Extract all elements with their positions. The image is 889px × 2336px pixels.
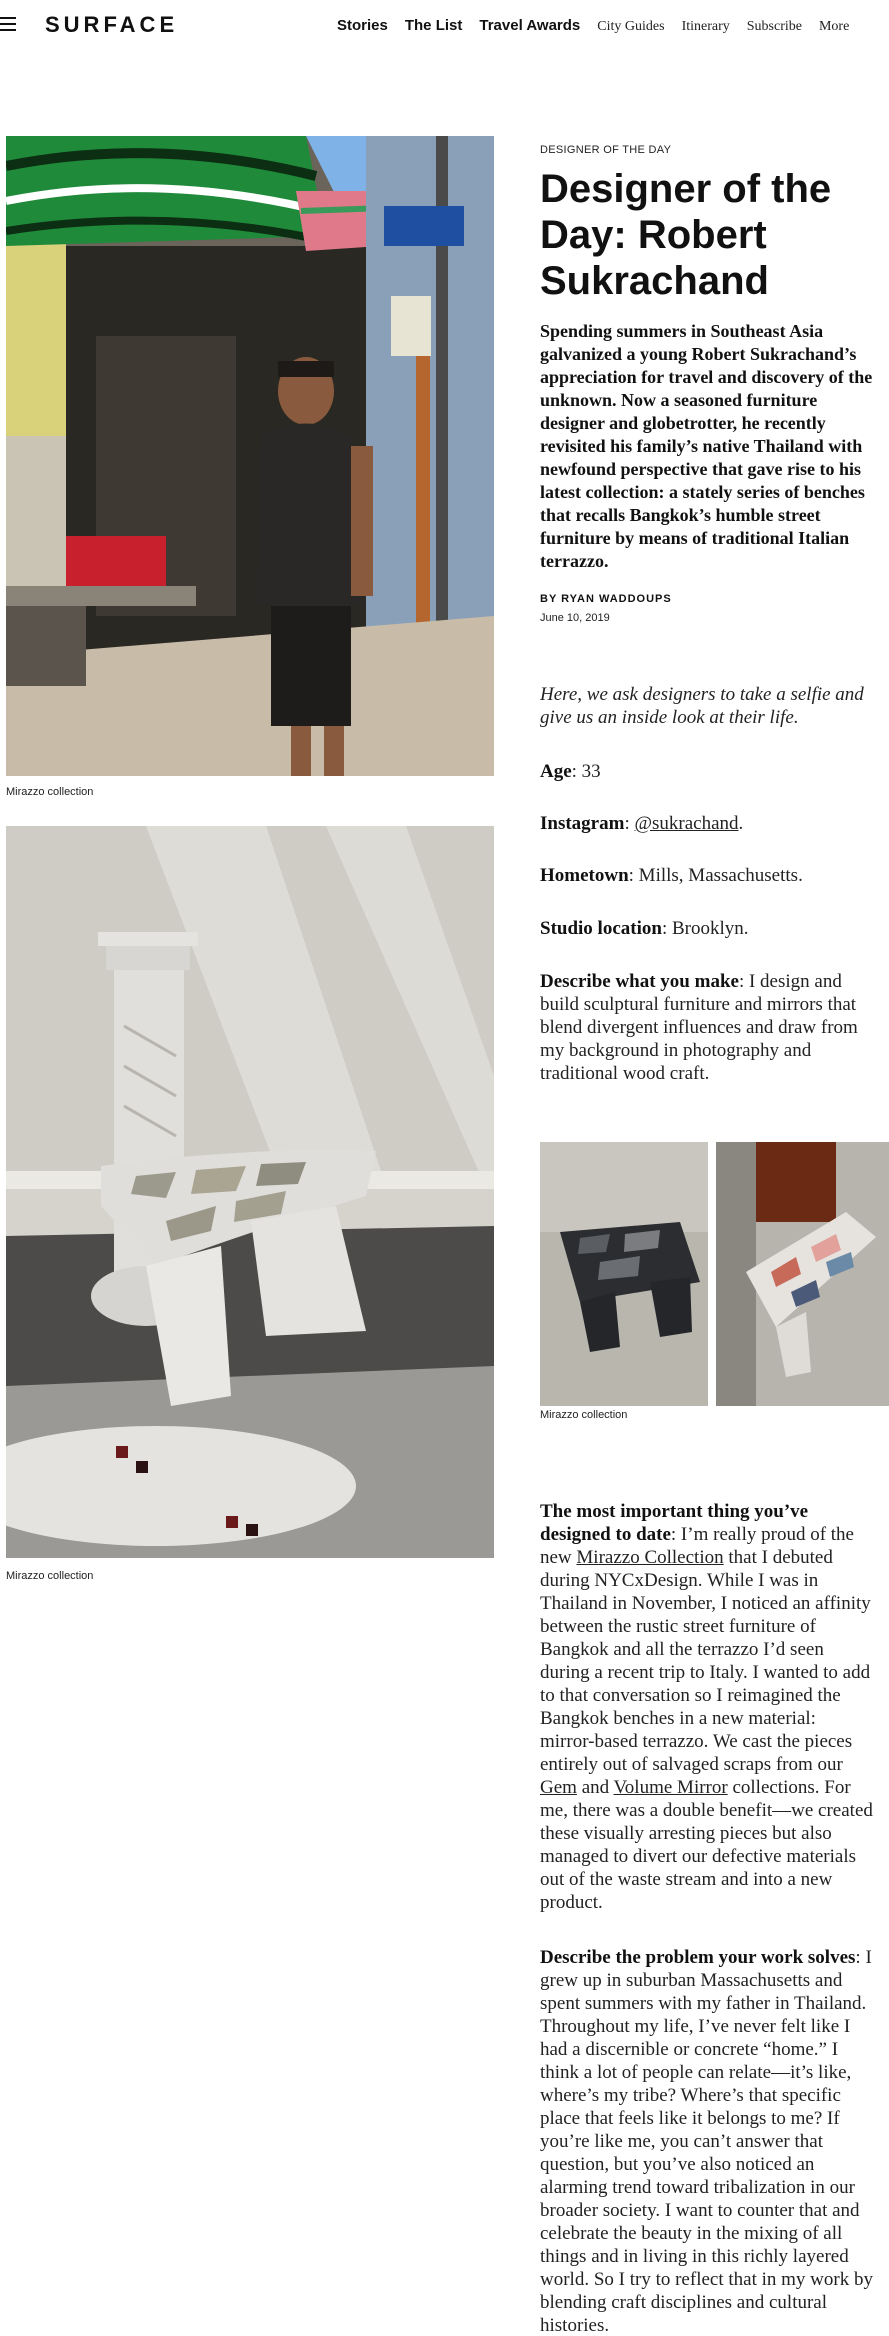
- article-kicker[interactable]: DESIGNER OF THE DAY: [540, 144, 672, 156]
- qa-important-text-4: collections. For me, there was a double benefit—we created these visually arresting pieces but also managed to divert our defective materials out of the waste stream and into a new product.: [540, 1777, 873, 1913]
- qa-important-text-2: that I debuted during NYCxDesign. While I was in Thailand in November, I noticed an affinity between the rustic street furniture of Bangkok and all the terrazzo I’d seen during a recent trip to Italy. I wanted to add to that conversation so I reimagined the Bangkok benches in a new material: mirror-based terrazzo. We cast the pieces entirely out of salvaged scraps from our: [540, 1547, 871, 1775]
- qa-instagram-sep: :: [624, 813, 635, 834]
- qa-instagram: [540, 812, 875, 835]
- bench-thumbnails: [540, 1142, 889, 1406]
- qa-what-you-make: [540, 970, 875, 1085]
- qa-most-important: [540, 1500, 875, 1914]
- nav-city-guides[interactable]: City Guides: [597, 19, 665, 34]
- nav-itinerary[interactable]: Itinerary: [681, 19, 730, 34]
- main-nav: [337, 17, 849, 35]
- article-byline[interactable]: BY RYAN WADDOUPS: [540, 593, 672, 605]
- qa-studio-label: Studio location: [540, 918, 662, 939]
- black-bench-photo: [540, 1142, 708, 1406]
- qa-important-text-3: and: [576, 1777, 614, 1798]
- bench-caption: Mirazzo collection: [6, 1570, 94, 1582]
- site-header: [0, 0, 889, 52]
- nav-the-list[interactable]: The List: [404, 17, 463, 34]
- color-bench-photo: [716, 1142, 889, 1406]
- qa-make-label: Describe what you make: [540, 971, 739, 992]
- qa-age: [540, 760, 875, 783]
- qa-problem-value: : I grew up in suburban Massachusetts and spent summers with my father in Thailand. Throughout my life, I’ve never felt like I had a discernible or concrete “home.” I think a lot of people can relate—it’s like, where’s my tribe? Where’s that specific place that feels like it belongs to me? If you’re like me, you can’t answer that question, but you’ve also noticed an alarming trend toward tribalization in our broader society. I want to counter that and celebrate the beauty in the mixing of all things and in living in this richly layered world. So I try to reflect that in my work by blending craft disciplines and cultural histories.: [540, 1947, 873, 2336]
- qa-instagram-label: Instagram: [540, 813, 625, 834]
- site-logo[interactable]: SURFACE: [45, 12, 179, 37]
- volume-mirror-link[interactable]: Volume Mirror: [613, 1777, 728, 1798]
- qa-important-label: The most important thing you’ve designed to date: [540, 1501, 809, 1545]
- qa-age-label: Age: [540, 761, 572, 782]
- article-title: Designer of the Day: Robert Sukrachand: [540, 167, 832, 303]
- thumbnails-caption: Mirazzo collection: [540, 1409, 628, 1421]
- instagram-link[interactable]: @sukrachand: [634, 813, 739, 834]
- qa-age-value: : 33: [571, 761, 601, 782]
- qa-hometown-label: Hometown: [540, 865, 629, 886]
- bench-photo: [6, 826, 494, 1558]
- article-dek: Spending summers in Southeast Asia galvanized a young Robert Sukrachand’s appreciation for travel and discovery of the unknown. Now a seasoned furniture designer and globetrotter, he recently revisited his family’s native Thailand with newfound perspective that gave rise to his latest collection: a stately series of benches that recalls Bangkok’s humble street furniture by means of traditional Italian terrazzo.: [540, 321, 873, 571]
- qa-problem-label: Describe the problem your work solves: [540, 1947, 856, 1968]
- qa-hometown: [540, 864, 875, 887]
- qa-important-text-1: : I’m really proud of the new: [540, 1524, 854, 1568]
- qa-studio: [540, 917, 875, 940]
- gem-collection-link[interactable]: Gem: [540, 1777, 577, 1798]
- designer-portrait-photo: [6, 136, 494, 776]
- qa-instagram-end: .: [738, 813, 744, 834]
- nav-travel-awards[interactable]: Travel Awards: [479, 17, 581, 34]
- nav-stories[interactable]: Stories: [337, 17, 388, 34]
- mirazzo-collection-link[interactable]: Mirazzo Collection: [576, 1547, 724, 1568]
- article-date: June 10, 2019: [540, 612, 610, 624]
- qa-problem-solved: [540, 1946, 875, 2336]
- menu-icon[interactable]: [0, 17, 16, 31]
- portrait-caption: Mirazzo collection: [6, 786, 94, 798]
- qa-hometown-value: : Mills, Massachusetts.: [628, 865, 803, 886]
- qa-studio-value: : Brooklyn.: [661, 918, 749, 939]
- article-intro: Here, we ask designers to take a selfie and give us an inside look at their life.: [540, 684, 864, 728]
- nav-more[interactable]: More: [818, 19, 850, 34]
- qa-make-value: : I design and build sculptural furniture and mirrors that blend divergent influences and draw from my background in photography and traditional wood craft.: [540, 971, 858, 1084]
- nav-subscribe[interactable]: Subscribe: [746, 19, 802, 34]
